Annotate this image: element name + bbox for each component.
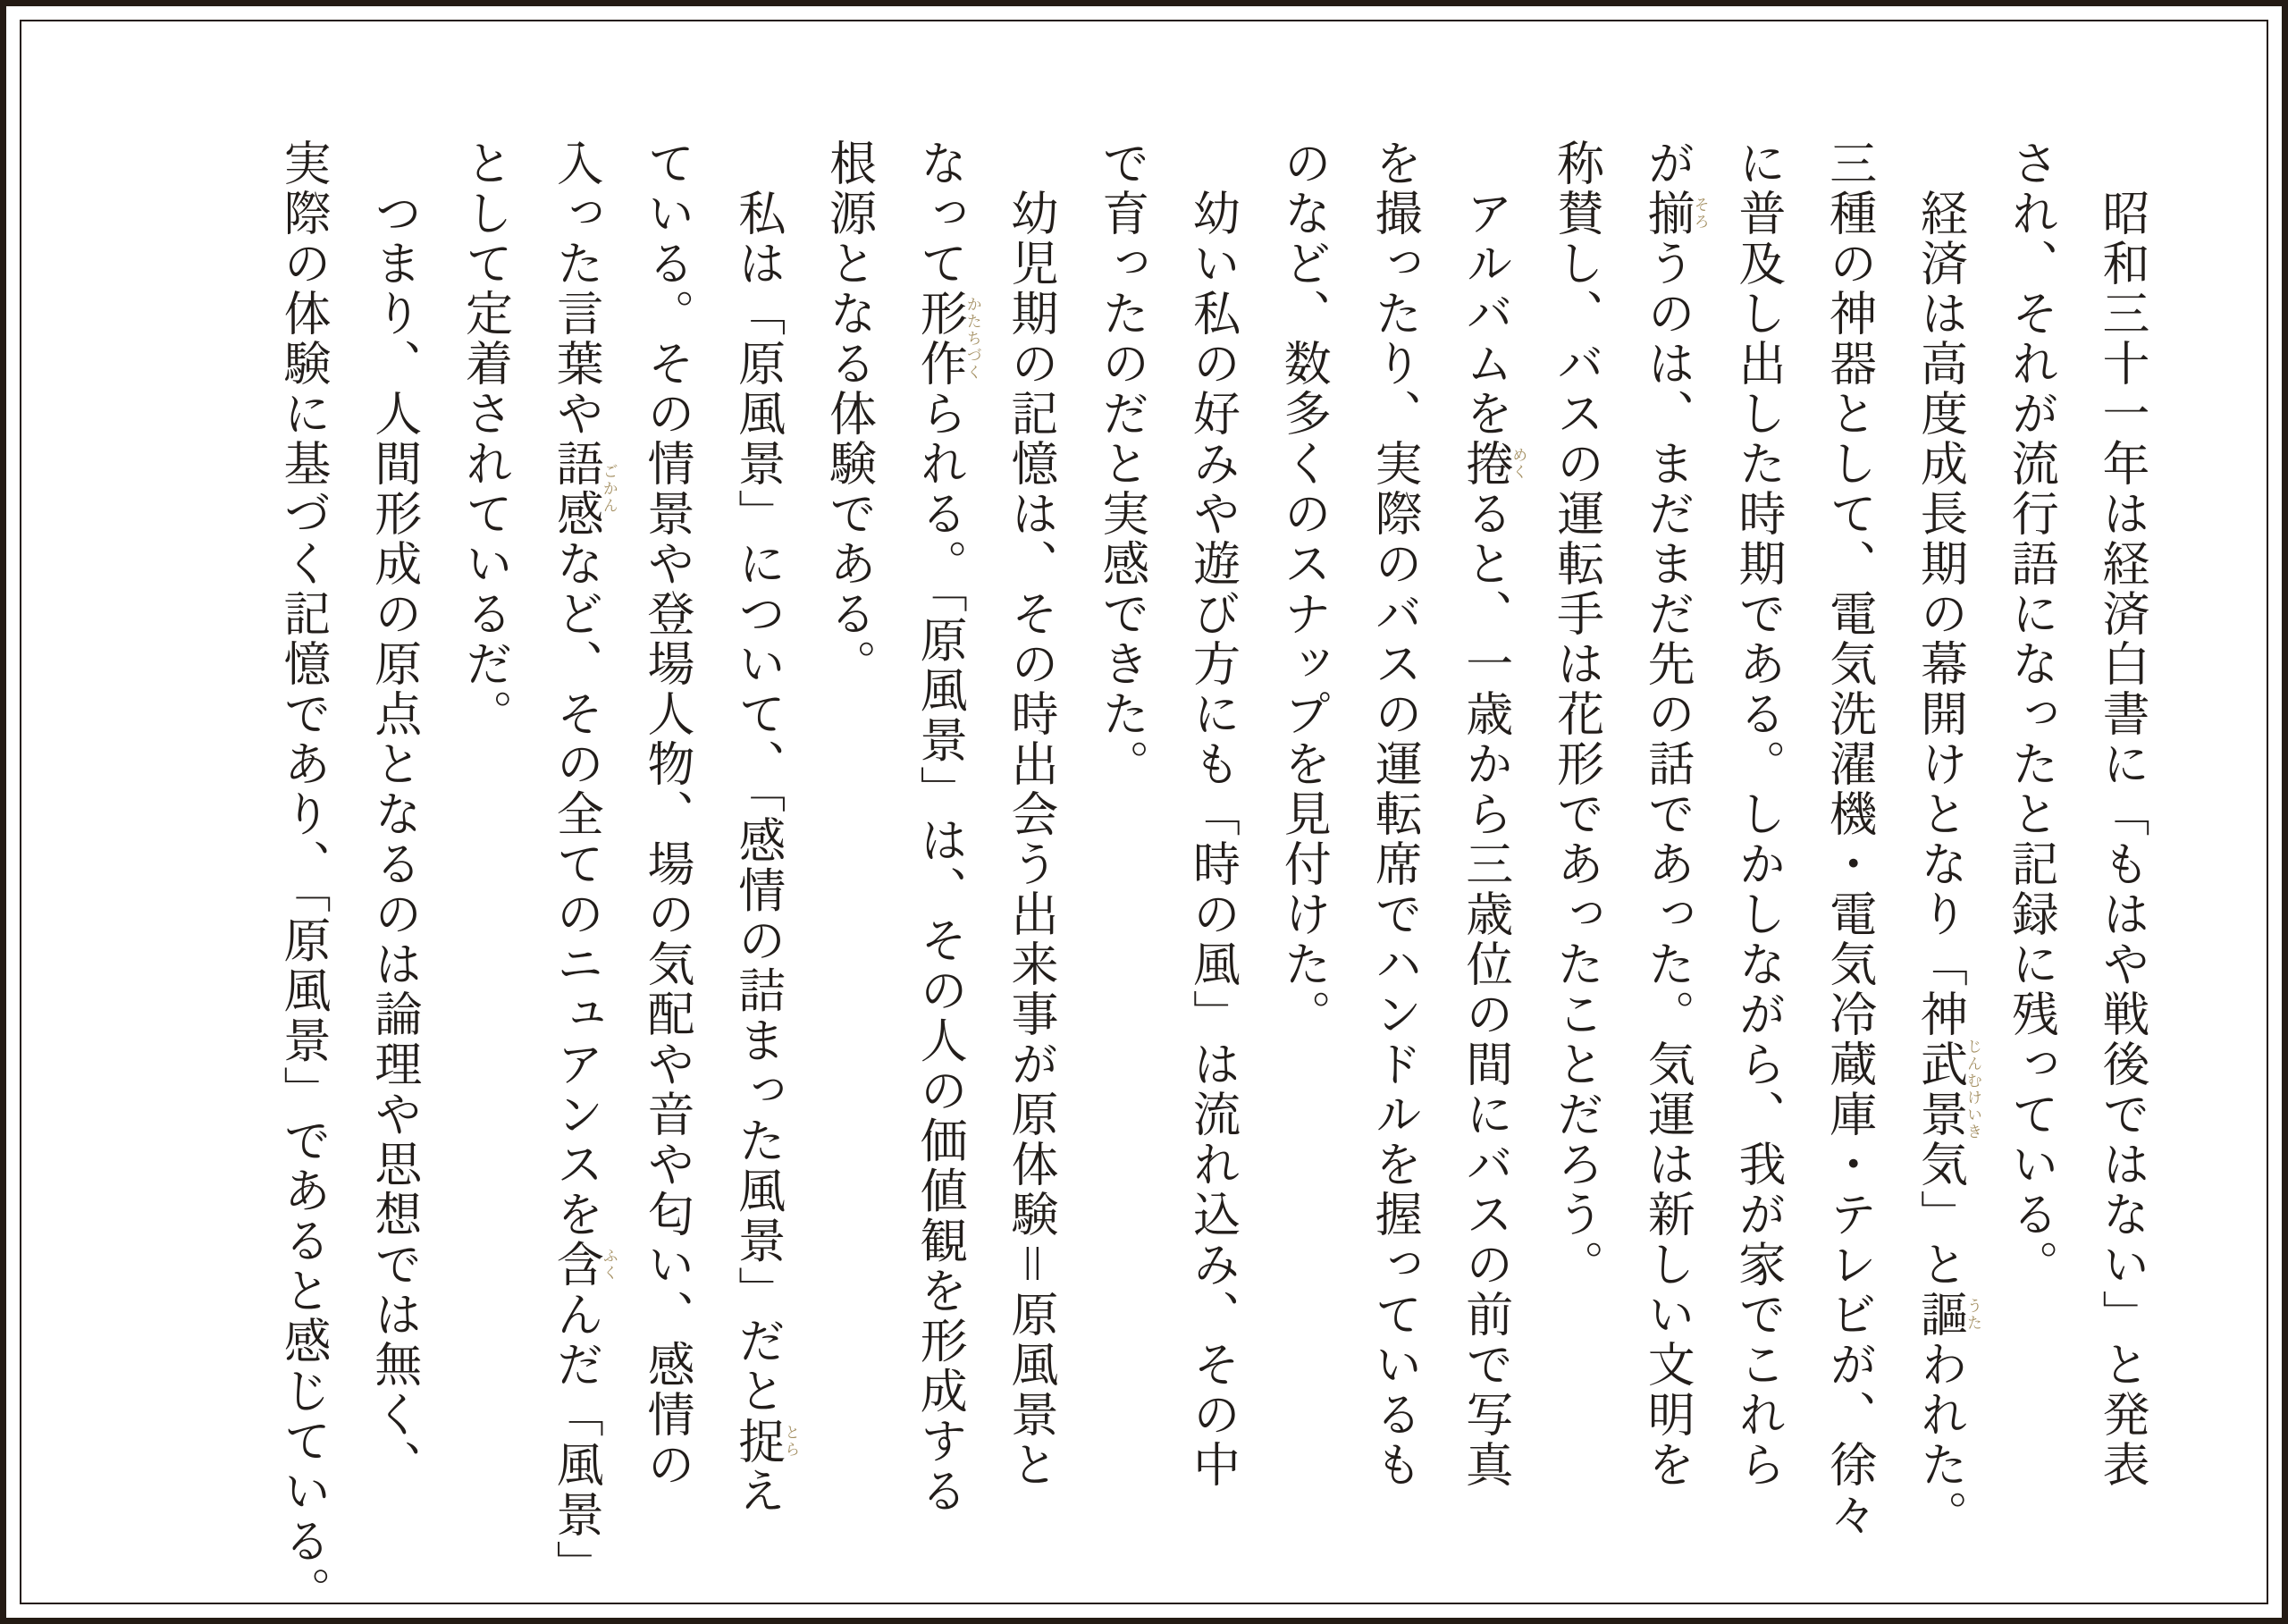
furigana: うた — [1964, 1290, 1981, 1340]
ruby-annotated-text: 含ふく — [549, 1240, 618, 1290]
text-column: を撮ったり、実際のバスの運転席でハンドルを握っているも — [1367, 139, 1422, 1490]
furigana: そろ — [1690, 189, 1709, 239]
ruby-annotated-text: 捉とら — [730, 1416, 800, 1467]
ruby-annotated-text: 謳うた — [1913, 1290, 1981, 1340]
text-column: が揃そろうのは、まだまだ先の話であった。気運は新しい文明を — [1640, 139, 1709, 1490]
text-column: 根源となる体験である。 — [821, 139, 877, 689]
text-column: 昭和三十一年は経済白書に「もはや戦後ではない」と発表 — [2095, 189, 2149, 1490]
text-column: 三種の神器として、電気洗濯機・電気冷蔵庫・テレビが、徐々 — [1821, 139, 1877, 1540]
ruby-annotated-text: 語感ごかん — [549, 439, 618, 539]
furigana: ふく — [599, 1240, 618, 1290]
text-column: 実際の体験に基づく記憶であり、「原風景」であると感じている。 — [276, 139, 331, 1617]
furigana: ごかん — [599, 439, 618, 539]
text-column: のなど、数多くのスナップを見付けた。 — [1276, 139, 1332, 1039]
furigana: めく — [1509, 439, 1527, 489]
text-column: で育ったのだと実感できた。 — [1094, 139, 1149, 789]
text-column: ている。その情景や登場人物、場の気配や音や匂い、感情の — [640, 139, 694, 1490]
ruby-annotated-text: 捲めく — [1458, 439, 1527, 489]
text-column: 幼児期の記憶は、その時出会う出来事が原体験＝原風景と — [1004, 189, 1058, 1490]
ruby-annotated-text: 神武景気じんむけいき — [1913, 989, 1981, 1190]
ruby-annotated-text: 形作かたちづく — [913, 289, 981, 389]
text-column: 経済は高度成長期の幕開けとなり「神武景気じんむけいき」と謳うたわれた。 — [1913, 189, 1981, 1540]
text-block — [257, 139, 2167, 1617]
text-column: つまり、人間形成の原点となるのは論理や思想では無く、 — [366, 189, 422, 1490]
text-column: として定着されているだ。 — [458, 139, 513, 739]
furigana: かたちづく — [963, 289, 981, 389]
text-column: 入った言葉や語感ごかんなど、その全てのニュアンスを含ふくんだ「風景」 — [549, 139, 618, 1590]
furigana: とら — [781, 1416, 800, 1467]
text-column: 称賛し、バスの運転手は花形であったことだろう。 — [1549, 139, 1604, 1290]
text-column: 幼い私の好みや遊び方にも「時の風」は流れ込み、その中 — [1185, 189, 1241, 1490]
text-column: され、それが流行語になったと記録に残っている。 — [2004, 139, 2059, 1290]
ruby-annotated-text: 揃そろ — [1640, 189, 1709, 239]
text-column: に普及し出した時期である。しかしながら、我が家でこれら — [1731, 139, 1786, 1490]
text-column: 私は「原風景」について、「感情の詰まった風景」だと捉とらえ — [730, 189, 800, 1517]
furigana: じんむけいき — [1964, 989, 1981, 1190]
text-column: なって形作かたちづくられる。「原風景」は、その人の価値観を形成する — [913, 139, 981, 1517]
text-column: アルバムを捲めくると、一歳から三歳位の間にバスの前で写真 — [1458, 189, 1527, 1490]
